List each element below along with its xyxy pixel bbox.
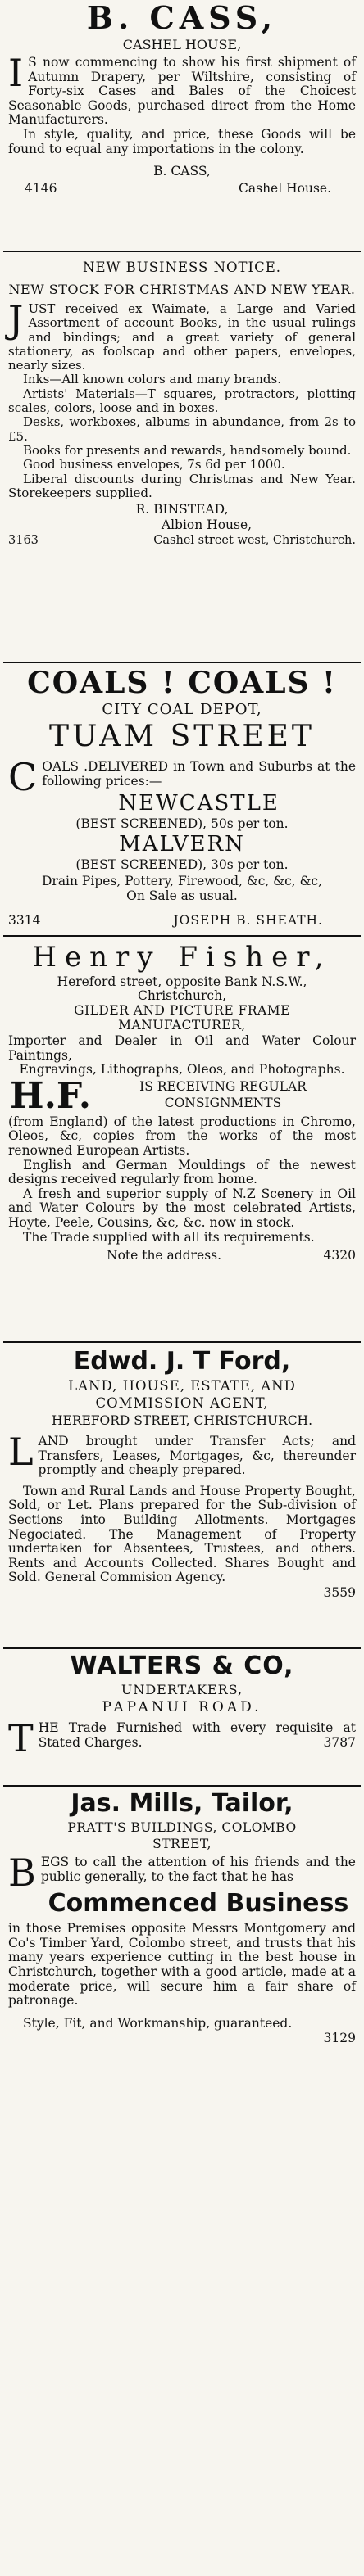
binstead-para-7: Liberal discounts during Christmas and New Year. Storekeepers supplied.: [8, 471, 356, 500]
fisher-para-6: The Trade supplied with all its requirements.: [23, 1229, 315, 1245]
coal-dropcap: C: [8, 755, 38, 799]
mills-address-2: STREET,: [152, 1837, 212, 1851]
coal-extra-1: Drain Pipes, Pottery, Firewood, &c, &c, &c,: [41, 874, 323, 889]
fisher-monogram: H.F.: [10, 1074, 92, 1117]
coal-owner: JOSEPH B. SHEATH.: [173, 913, 323, 929]
ford-line-1: LAND, HOUSE, ESTATE, AND: [68, 1378, 296, 1394]
ad-binstead: [0, 259, 364, 548]
mills-ref-number: 3129: [323, 2031, 356, 2046]
walters-ref-number: 3787: [323, 1735, 356, 1751]
cass-ref-number: 4146: [25, 181, 57, 197]
binstead-para-6: Good business envelopes, 7s 6d per 1000.: [23, 457, 285, 472]
ad-mills: [0, 1788, 364, 2045]
ad-walters: [0, 1651, 364, 1760]
coal-price-newcastle: (BEST SCREENED), 50s per ton.: [75, 816, 289, 832]
mills-para-1: EGS to call the attention of his friends and the public generally, to the fact that he has: [40, 1855, 356, 1884]
fisher-address-1: Hereford street, opposite Bank N.S.W.,: [57, 974, 307, 989]
binstead-para-1: UST received ex Waimate, a Large and Varied Assortment of account Books, in the usual rulings and bindings; and a great variety of general stationery, as foolscap and other papers, envelopes, nearly sizes.: [8, 301, 356, 373]
binstead-dropcap: J: [8, 297, 24, 341]
ford-ref-number: 3559: [323, 1584, 356, 1600]
mills-name: Jas. Mills, Tailor,: [71, 1789, 293, 1818]
fisher-name: Henry Fisher,: [32, 941, 332, 974]
fisher-trade-2: MANUFACTURER,: [118, 1018, 246, 1033]
coal-item-malvern: MALVERN: [119, 832, 245, 857]
coal-headline: COALS ! COALS !: [27, 666, 337, 700]
walters-name: WALTERS & CO,: [70, 1652, 294, 1680]
cass-para-1: S now commencing to show his first shipment of Autumn Drapery, per Wiltshire, consisting of Forty-six Cases and Bales of the Choicest Seasonable Goods, purchased direct from the Home Manufacturers.: [8, 55, 356, 128]
ad-ford: [0, 1346, 364, 1600]
binstead-house: Albion House,: [161, 517, 253, 533]
binstead-ref-number: 3163: [8, 534, 39, 548]
binstead-para-3: Artists' Materials—T squares, protractors, plotting scales, colors, loose and in boxes.: [8, 386, 356, 416]
cass-signature: B. CASS,: [153, 164, 211, 179]
binstead-para-5: Books for presents and rewards, handsomely bound.: [23, 442, 352, 458]
cass-title: B. CASS,: [86, 0, 278, 36]
binstead-ref-address: Cashel street west, Christchurch.: [153, 534, 356, 548]
binstead-para-2: Inks—All known colors and many brands.: [23, 372, 281, 387]
cass-ref-house: Cashel House.: [239, 181, 331, 197]
fisher-para-5: A fresh and superior supply of N.Z Scenery in Oil and Water Colours by the most celebrated Artists, Hoyte, Peele, Cousins, &c, &c. now in stock.: [8, 1186, 356, 1230]
fisher-trade-1: GILDER AND PICTURE FRAME: [74, 1003, 290, 1018]
fisher-para-3b: CONSIGNMENTS: [164, 1095, 282, 1110]
binstead-para-4: Desks, workboxes, albums in abundance, from 2s to £5.: [8, 414, 356, 444]
coal-intro: OALS .DELIVERED in Town and Suburbs at the following prices:—: [42, 759, 356, 789]
ad-cass: [0, 0, 364, 196]
binstead-notice: NEW BUSINESS NOTICE.: [83, 260, 281, 275]
fisher-para-4: English and German Mouldings of the newest designs received regularly from home.: [8, 1157, 356, 1187]
divider: [3, 935, 361, 937]
mills-address-1: PRATT'S BUILDINGS, COLOMBO: [67, 1820, 297, 1835]
walters-street: PAPANUI ROAD.: [102, 1699, 262, 1715]
coal-extra-2: On Sale as usual.: [126, 888, 238, 904]
fisher-para-3a: IS RECEIVING REGULAR: [139, 1078, 307, 1094]
mills-para-3: Style, Fit, and Workmanship, guaranteed.: [23, 2015, 293, 2031]
mills-para-2: in those Premises opposite Messrs Montgomery and Co's Timber Yard, Colombo street, and trusts that his many years experience cutting in the best house in Christchurch, together with a good article, made at a moderate price, will secure him a fair share of patronage.: [8, 1921, 356, 2009]
ad-fisher: [0, 940, 364, 1263]
walters-dropcap: T: [8, 1716, 34, 1760]
divider: [3, 1785, 361, 1787]
coal-item-newcastle: NEWCASTLE: [118, 791, 280, 816]
coal-ref-number: 3314: [8, 913, 41, 929]
ford-line-3: HEREFORD STREET, CHRISTCHURCH.: [51, 1413, 312, 1428]
walters-trade: UNDERTAKERS,: [121, 1682, 243, 1697]
mills-dropcap: B: [8, 1851, 36, 1895]
fisher-para-1: Importer and Dealer in Oil and Water Colour Paintings,: [8, 1033, 356, 1063]
ford-para-1: AND brought under Transfer Acts; and Transfers, Leases, Mortgages, &c, thereunder promptly and cheaply prepared.: [38, 1434, 356, 1478]
mills-headline: Commenced Business: [48, 1889, 349, 1918]
ad-coal: [0, 665, 364, 928]
fisher-para-3c: (from England) of the latest productions in Chromo, Oleos, &c, copies from the works of the most renowned European Artists.: [8, 1114, 356, 1158]
fisher-ref-number: 4320: [323, 1248, 356, 1263]
fisher-para-2: Engravings, Lithographs, Oleos, and Photographs.: [19, 1062, 345, 1078]
divider: [3, 1647, 361, 1649]
divider: [3, 662, 361, 663]
coal-street: TUAM STREET: [49, 720, 315, 753]
divider: [3, 1341, 361, 1343]
walters-para: HE Trade Furnished with every requisite at Stated Charges.: [38, 1720, 356, 1750]
fisher-note: Note the address.: [107, 1248, 222, 1263]
cass-subtitle: CASHEL HOUSE,: [122, 37, 242, 52]
coal-depot: CITY COAL DEPOT,: [102, 701, 262, 718]
divider: [3, 251, 361, 252]
cass-dropcap: I: [8, 51, 24, 95]
cass-para-2: In style, quality, and price, these Goods will be found to equal any importations in the colony.: [8, 126, 356, 156]
binstead-heading: NEW STOCK FOR CHRISTMAS AND NEW YEAR.: [8, 282, 356, 297]
ford-line-2: COMMISSION AGENT,: [95, 1395, 269, 1411]
ford-para-2: Town and Rural Lands and House Property Bought, Sold, or Let. Plans prepared for the Sub-division of Sections into Building Allotments. Mortgages Negociated. The Management of Property undertaken for Absentees, Trustees, and others. Rents and Accounts Collected. Shares Bought and Sold. General Commision Agency.: [8, 1483, 356, 1585]
coal-price-malvern: (BEST SCREENED), 30s per ton.: [75, 857, 289, 873]
ford-name: Edwd. J. T Ford,: [73, 1347, 291, 1376]
fisher-address-2: Christchurch,: [137, 988, 227, 1003]
binstead-signature: R. BINSTEAD,: [135, 502, 229, 517]
ford-dropcap: L: [8, 1430, 34, 1474]
